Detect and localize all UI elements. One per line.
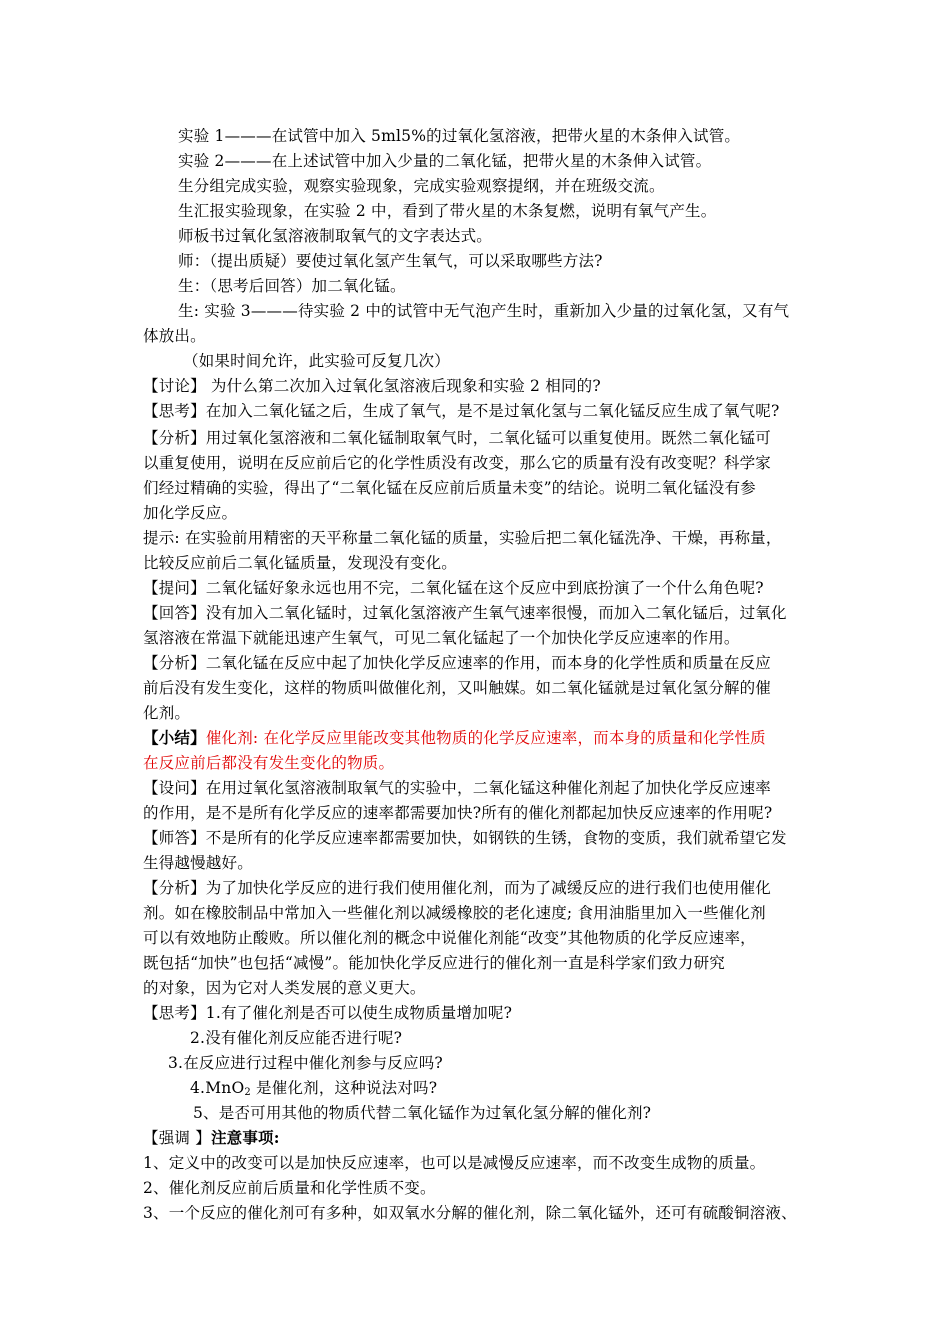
analysis-1-line-1: 【分析】用过氧化氢溶液和二氧化锰制取氧气时，二氧化锰可以重复使用。既然二氧化锰可 <box>143 429 772 447</box>
hint-line-1: 提示: 在实验前用精密的天平称量二氧化锰的质量，实验后把二氧化锰洗净、干燥，再称量， <box>143 529 782 547</box>
thinking-question-3: 3.在反应进行过程中催化剂参与反应吗? <box>168 1054 443 1072</box>
note-item-3: 3、一个反应的催化剂可有多种，如双氧水分解的催化剂，除二氧化锰外，还可有硫酸铜溶液、 <box>143 1204 797 1222</box>
group-experiment-line: 生分组完成实验，观察实验现象，完成实验观察提纲，并在班级交流。 <box>178 177 665 195</box>
mno2-suffix: 是催化剂，这种说法对吗? <box>250 1079 438 1097</box>
thinking-question-2: 2.没有催化剂反应能否进行呢? <box>190 1029 403 1047</box>
discussion-line: 【讨论】 为什么第二次加入过氧化氢溶液后现象和实验 2 相同的? <box>143 377 601 395</box>
analysis-1-line-2: 以重复使用，说明在反应前后它的化学性质没有改变，那么它的质量有没有改变呢？科学家 <box>143 454 772 472</box>
analysis-2-line-3: 化剂。 <box>143 704 191 722</box>
catalyst-definition: 催化剂: 在化学反应里能改变其他物质的化学反应速率，而本身的质量和化学性质 <box>205 729 766 747</box>
hypothetical-question-line-2: 的作用，是不是所有化学反应的速率都需要加快?所有的催化剂都起加快反应速率的作用呢? <box>143 804 773 822</box>
notes-title: 注意事项: <box>210 1128 280 1147</box>
thinking-line: 【思考】在加入二氧化锰之后，生成了氧气，是不是过氧化氢与二氧化锰反应生成了氧气呢? <box>143 402 780 420</box>
summary-line-1 <box>143 728 823 748</box>
experiment-2-line: 实验 2———在上述试管中加入少量的二氧化锰，把带火星的木条伸入试管。 <box>178 152 712 170</box>
mno2-subscript: 2 <box>244 1087 251 1098</box>
thinking-question-4 <box>190 1078 870 1103</box>
summary-label: 【小结】 <box>143 728 206 747</box>
analysis-1-line-4: 加化学反应。 <box>143 504 238 522</box>
teacher-question-line: 师：（提出质疑）要使过氧化氢产生氧气，可以采取哪些方法? <box>178 252 603 270</box>
analysis-3-line-4: 既包括“加快”也包括“减慢”。能加快化学反应进行的催化剂一直是科学家们致力研究 <box>143 954 725 972</box>
teacher-answer-line-1: 【师答】不是所有的化学反应速率都需要加快，如钢铁的生锈，食物的变质，我们就希望它发 <box>143 829 787 847</box>
analysis-3-line-3: 可以有效地防止酸败。所以催化剂的概念中说催化剂能“改变”其他物质的化学反应速率， <box>143 929 756 947</box>
answer-line-2: 氢溶液在常温下就能迅速产生氧气，可见二氧化锰起了一个加快化学反应速率的作用。 <box>143 629 740 647</box>
teacher-answer-line-2: 生得越慢越好。 <box>143 854 253 872</box>
emphasis-label: 【强调 】 <box>143 1129 211 1147</box>
analysis-2-line-2: 前后没有发生变化，这样的物质叫做催化剂，又叫触媒。如二氧化锰就是过氧化氢分解的催 <box>143 679 772 697</box>
summary-line-2: 在反应前后都没有发生变化的物质。 <box>143 754 395 772</box>
hint-line-2: 比较反应前后二氧化锰质量，发现没有变化。 <box>143 554 458 572</box>
analysis-3-line-2: 剂。如在橡胶制品中常加入一些催化剂以减缓橡胶的老化速度; 食用油脂里加入一些催化剂 <box>143 904 766 922</box>
analysis-3-line-5: 的对象，因为它对人类发展的意义更大。 <box>143 979 426 997</box>
thinking-question-5: 5、是否可用其他的物质代替二氧化锰作为过氧化氢分解的催化剂? <box>193 1104 652 1122</box>
emphasis-heading <box>143 1128 823 1148</box>
student-answer-line: 生：（思考后回答）加二氧化锰。 <box>178 277 406 295</box>
report-phenomenon-line: 生汇报实验现象，在实验 2 中，看到了带火星的木条复燃，说明有氧气产生。 <box>178 202 717 220</box>
repeat-note: （如果时间允许，此实验可反复几次） <box>183 352 450 370</box>
note-item-2: 2、催化剂反应前后质量和化学性质不变。 <box>143 1179 436 1197</box>
analysis-2-line-1: 【分析】二氧化锰在反应中起了加快化学反应速率的作用，而本身的化学性质和质量在反应 <box>143 654 772 672</box>
mno2-prefix: 4.MnO <box>190 1079 245 1097</box>
analysis-3-line-1: 【分析】为了加快化学反应的进行我们使用催化剂，而为了减缓反应的进行我们也使用催化 <box>143 879 772 897</box>
experiment-1-line: 实验 1———在试管中加入 5ml5%的过氧化氢溶液，把带火星的木条伸入试管。 <box>178 127 741 145</box>
question-line: 【提问】二氧化锰好象永远也用不完，二氧化锰在这个反应中到底扮演了一个什么角色呢? <box>143 579 764 597</box>
analysis-1-line-3: 们经过精确的实验，得出了“二氧化锰在反应前后质量未变”的结论。说明二氧化锰没有参 <box>143 479 756 497</box>
hypothetical-question-line-1: 【设问】在用过氧化氢溶液制取氧气的实验中，二氧化锰这种催化剂起了加快化学反应速率 <box>143 779 772 797</box>
experiment-3-continued: 体放出。 <box>143 327 206 345</box>
teacher-board-line: 师板书过氧化氢溶液制取氧气的文字表达式。 <box>178 227 493 245</box>
note-item-1: 1、定义中的改变可以是加快反应速率，也可以是减慢反应速率，而不改变生成物的质量。 <box>143 1154 766 1172</box>
answer-line-1: 【回答】没有加入二氧化锰时，过氧化氢溶液产生氧气速率很慢，而加入二氧化锰后，过氧化 <box>143 604 787 622</box>
thinking-question-1: 【思考】1.有了催化剂是否可以使生成物质量增加呢? <box>143 1004 513 1022</box>
experiment-3-line: 生: 实验 3———待实验 2 中的试管中无气泡产生时，重新加入少量的过氧化氢，又有气 <box>178 302 790 320</box>
